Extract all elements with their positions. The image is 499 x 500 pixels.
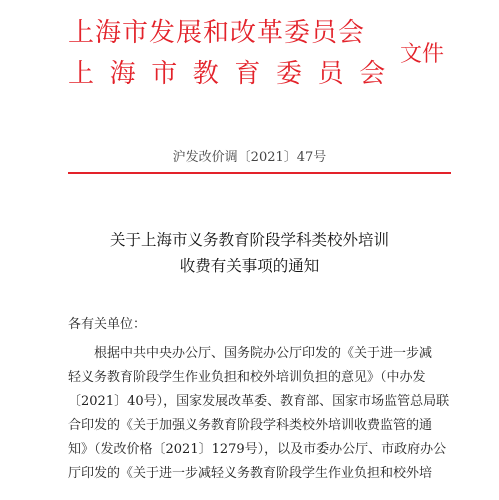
body-line: 合印发的《关于加强义务教育阶段学科类校外培训收费监管的通 xyxy=(68,418,433,433)
document-number: 沪发改价调〔2021〕47号 xyxy=(172,150,327,165)
body-line: 轻义务教育阶段学生作业负担和校外培训负担的意见》（中办发 xyxy=(68,370,426,385)
document-title-line-2: 收费有关事项的通知 xyxy=(179,257,320,275)
issuer-line-2: 上海市教育委员会 xyxy=(68,59,401,89)
document-type-suffix: 文件 xyxy=(400,42,445,67)
body-line: 知》（发改价格〔2021〕1279号），以及市委办公厅、市政府办公 xyxy=(68,442,447,457)
red-divider-rule xyxy=(68,172,451,174)
issuer-line-1: 上海市发展和改革委员会 xyxy=(68,18,366,48)
body-text xyxy=(68,342,458,486)
body-line: 根据中共中央办公厅、国务院办公厅印发的《关于进一步减 xyxy=(94,346,433,361)
body-line: 厅印发的《关于进一步减轻义务教育阶段学生作业负担和校外培 xyxy=(68,466,433,481)
document-title-line-1: 关于上海市义务教育阶段学科类校外培训 xyxy=(109,231,389,249)
body-line: 〔2021〕40号），国家发展改革委、教育部、国家市场监管总局联 xyxy=(68,394,450,409)
salutation: 各有关单位： xyxy=(68,317,147,332)
